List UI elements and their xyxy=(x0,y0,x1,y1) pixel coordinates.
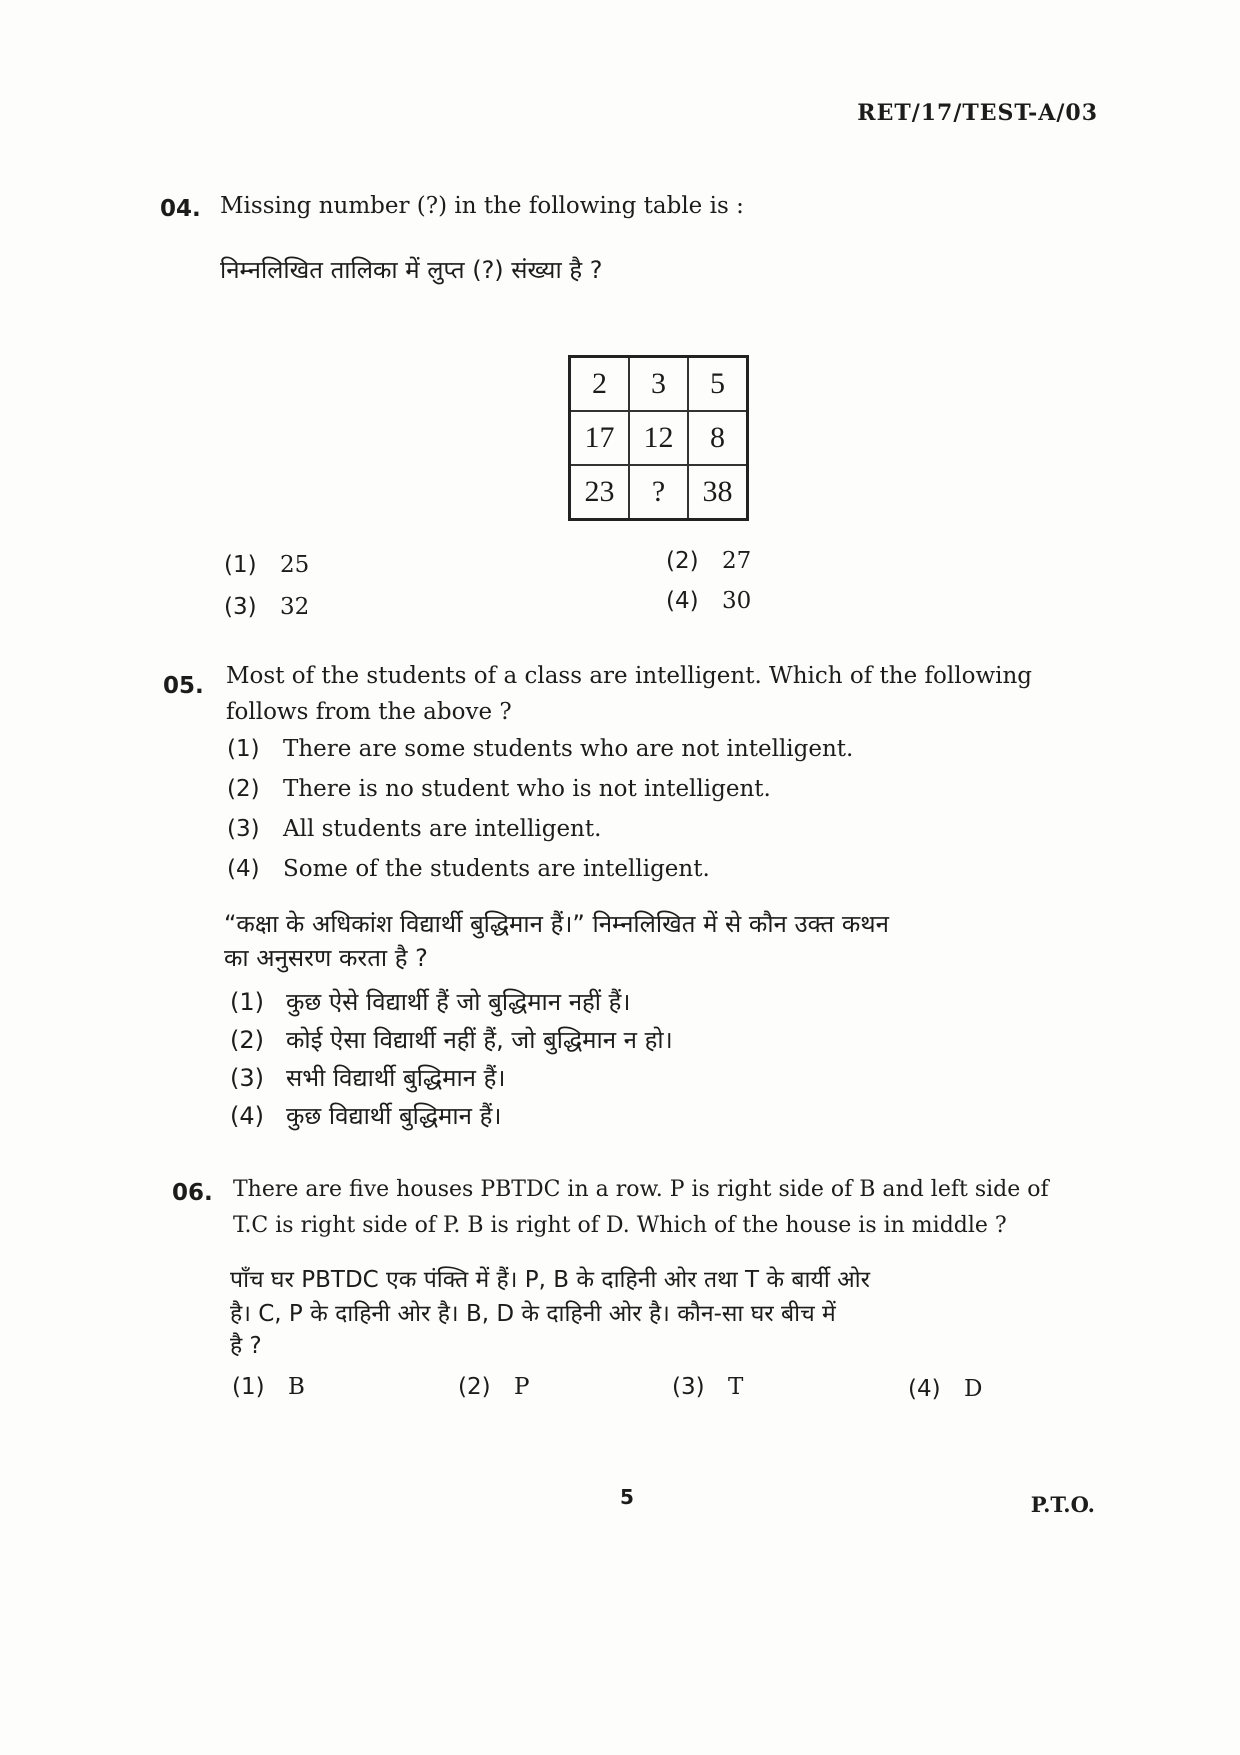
option-2-hi xyxy=(230,1022,673,1058)
option-2 xyxy=(666,548,751,574)
option-text: There are some students who are not intelligent. xyxy=(283,736,854,762)
table-row xyxy=(570,411,748,465)
table-cell: 23 xyxy=(570,465,630,520)
option-number: (3) xyxy=(224,594,257,620)
option-3 xyxy=(672,1374,743,1400)
question-text-en: Missing number (?) in the following table is : xyxy=(220,193,744,219)
option-text: कुछ ऐसे विद्यार्थी हैं जो बुद्धिमान नहीं हैं। xyxy=(286,988,631,1016)
option-text: 25 xyxy=(280,552,310,578)
number-table xyxy=(568,355,749,521)
option-1 xyxy=(227,736,853,762)
question-text-hi: है। C, P के दाहिनी ओर है। B, D के दाहिनी ओर है। कौन-सा घर बीच में xyxy=(230,1301,836,1327)
option-number: (4) xyxy=(227,856,260,882)
option-text: 27 xyxy=(722,548,752,574)
option-3 xyxy=(224,594,309,620)
option-4 xyxy=(908,1376,982,1402)
option-text: There is no student who is not intelligent. xyxy=(283,776,771,802)
option-number: (2) xyxy=(227,776,260,802)
option-number: (3) xyxy=(230,1064,264,1092)
option-number: (1) xyxy=(224,552,257,578)
option-text: कोई ऐसा विद्यार्थी नहीं हैं, जो बुद्धिमान न हो। xyxy=(286,1026,673,1054)
option-2 xyxy=(458,1374,529,1400)
option-text: कुछ विद्यार्थी बुद्धिमान हैं। xyxy=(286,1102,502,1130)
option-4 xyxy=(666,588,751,614)
table-cell: ? xyxy=(629,465,688,520)
paper-code: RET/17/TEST-A/03 xyxy=(857,100,1098,126)
table-cell: 17 xyxy=(570,411,630,465)
pto-label: P.T.O. xyxy=(1030,1492,1095,1517)
question-text-hi: पाँच घर PBTDC एक पंक्ति में हैं। P, B के दाहिनी ओर तथा T के बार्यी ओर xyxy=(230,1267,871,1293)
option-3 xyxy=(227,816,601,842)
question-text-en: follows from the above ? xyxy=(226,699,512,725)
option-text: P xyxy=(514,1374,530,1400)
table-cell: 38 xyxy=(688,465,748,520)
question-number: 06. xyxy=(172,1180,213,1206)
option-1-hi xyxy=(230,984,630,1020)
option-number: (4) xyxy=(908,1376,941,1402)
question-text-en: Most of the students of a class are intelligent. Which of the following xyxy=(226,663,1033,689)
option-1 xyxy=(224,552,309,578)
option-text: D xyxy=(964,1376,983,1402)
table-row xyxy=(570,357,748,412)
option-number: (1) xyxy=(227,736,260,762)
option-text: 30 xyxy=(722,588,752,614)
option-4-hi xyxy=(230,1098,501,1134)
option-text: B xyxy=(288,1374,305,1400)
page-number: 5 xyxy=(620,1485,634,1509)
option-number: (2) xyxy=(666,548,699,574)
table-cell: 3 xyxy=(629,357,688,412)
option-2 xyxy=(227,776,771,802)
question-text-hi: है ? xyxy=(230,1333,262,1359)
option-number: (4) xyxy=(666,588,699,614)
option-number: (3) xyxy=(672,1374,705,1400)
question-text-en: There are five houses PBTDC in a row. P is right side of B and left side of xyxy=(233,1177,1049,1202)
option-4 xyxy=(227,856,710,882)
question-text-hi: “कक्षा के अधिकांश विद्यार्थी बुद्धिमान हैं।” निम्नलिखित में से कौन उक्त कथन xyxy=(224,910,889,938)
option-number: (1) xyxy=(230,988,264,1016)
table-cell: 2 xyxy=(570,357,630,412)
table-row xyxy=(570,465,748,520)
question-text-en: T.C is right side of P. B is right of D. Which of the house is in middle ? xyxy=(233,1213,1007,1238)
option-number: (4) xyxy=(230,1102,264,1130)
option-text: All students are intelligent. xyxy=(283,816,602,842)
option-text: T xyxy=(728,1374,744,1400)
option-text: Some of the students are intelligent. xyxy=(283,856,710,882)
table-cell: 5 xyxy=(688,357,748,412)
question-text-hi: का अनुसरण करता है ? xyxy=(224,944,428,972)
option-number: (1) xyxy=(232,1374,265,1400)
table-cell: 8 xyxy=(688,411,748,465)
question-number: 05. xyxy=(163,673,204,699)
table-cell: 12 xyxy=(629,411,688,465)
option-text: सभी विद्यार्थी बुद्धिमान हैं। xyxy=(286,1064,506,1092)
option-text: 32 xyxy=(280,594,310,620)
option-number: (2) xyxy=(458,1374,491,1400)
option-1 xyxy=(232,1374,305,1400)
option-3-hi xyxy=(230,1060,505,1096)
option-number: (2) xyxy=(230,1026,264,1054)
option-number: (3) xyxy=(227,816,260,842)
question-number: 04. xyxy=(160,196,201,222)
question-text-hi: निम्नलिखित तालिका में लुप्त (?) संख्या है ? xyxy=(220,256,603,284)
